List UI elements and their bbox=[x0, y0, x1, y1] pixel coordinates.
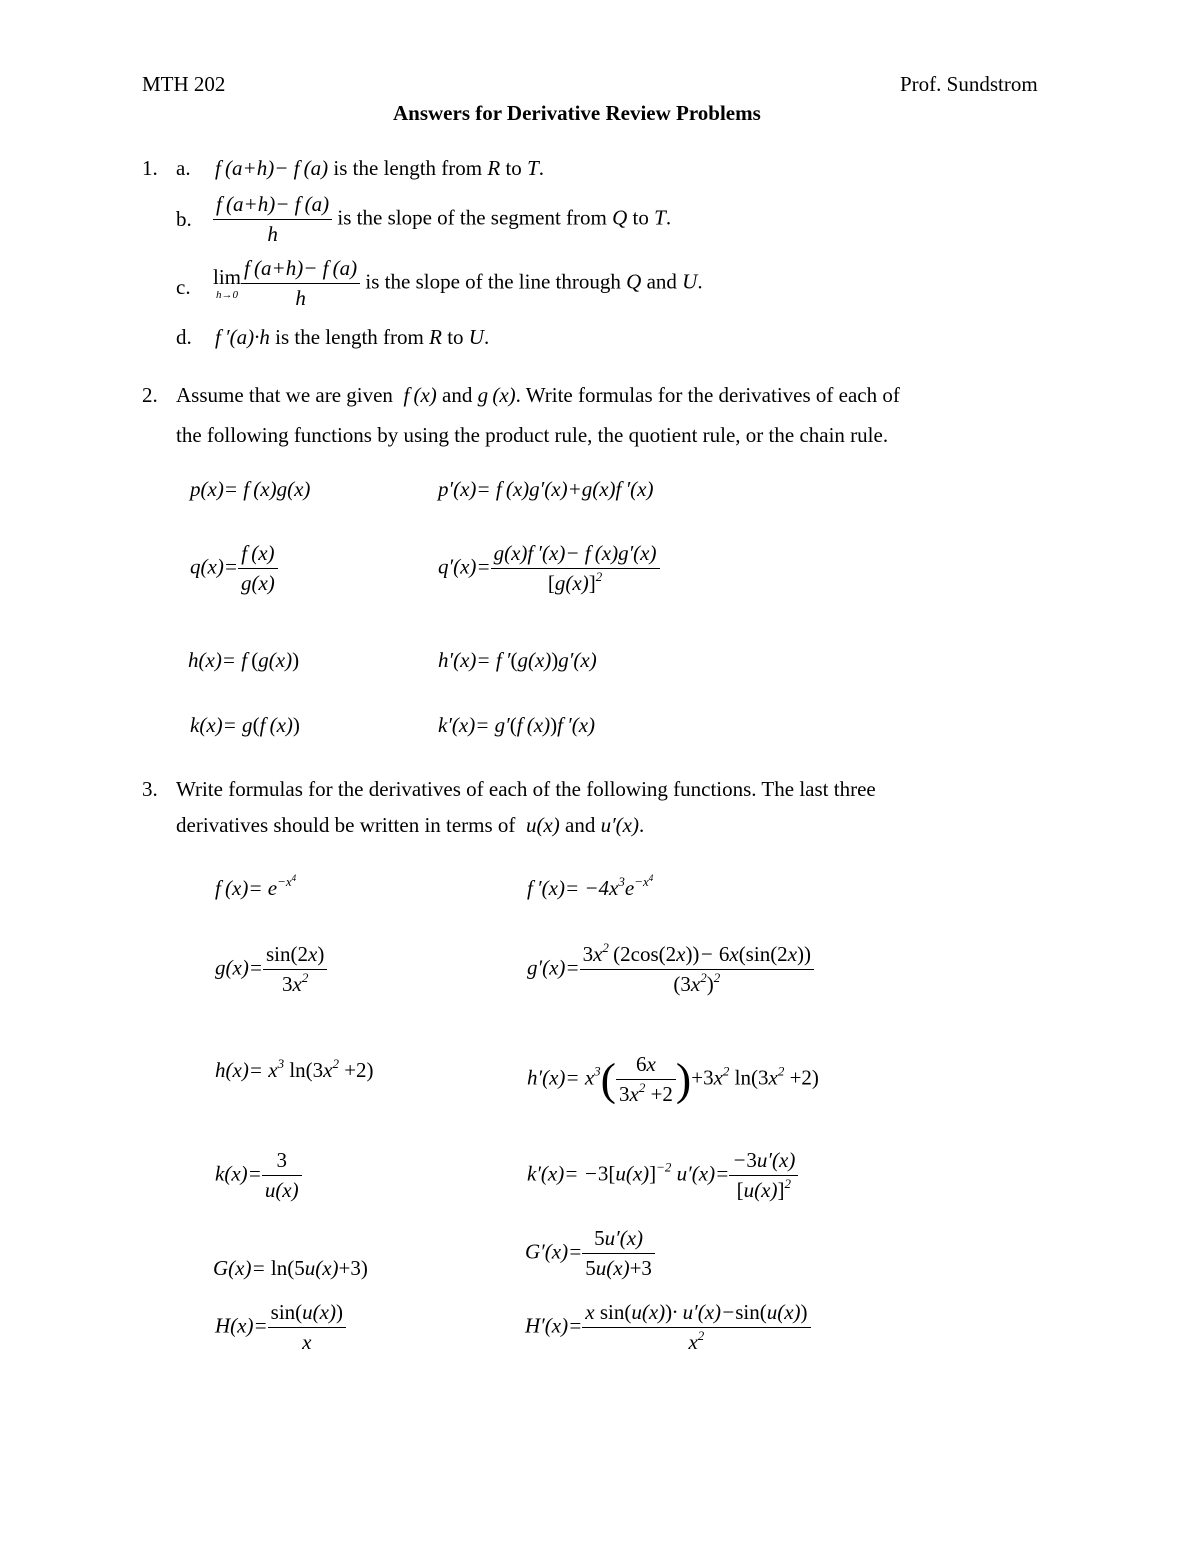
problem-1a-line: f (a+h)− f (a) is the length from R to T. bbox=[215, 156, 544, 180]
formula-p-prime: p′(x)= f (x)g′(x)+g(x)f ′(x) bbox=[438, 477, 654, 501]
instructor-name: Prof. Sundstrom bbox=[900, 72, 1038, 96]
formula-3-k: k(x)= $\frac{3}{u(x)}$ bbox=[215, 1148, 302, 1203]
problem-1a-label: a. bbox=[176, 156, 191, 180]
formula-q-prime: q′(x)= $\frac{g(x)f '(x)- f (x)g'(x)}{[g(x)]^2}$ bbox=[438, 541, 660, 596]
formula-q: q(x)= $\frac{f (x)}{g(x)}$ bbox=[190, 541, 278, 596]
problem-1d-line: f ′(a)·h is the length from R to U. bbox=[215, 325, 490, 349]
formula-3-h: $h(x)= x^3$ $\ln(3x^2 +2)$ bbox=[215, 1056, 374, 1082]
problem-1c-label: c. bbox=[176, 275, 191, 299]
problem-3-number: 3. bbox=[142, 777, 158, 801]
course-code: MTH 202 bbox=[142, 72, 226, 96]
formula-3-k-prime: $k'(x)= -3[u(x)]^{-2}$ u′(x)= $\frac{-3u'(x)}{[u(x)]^2}$ bbox=[527, 1148, 798, 1203]
problem-3-line-2: derivatives should be written in terms of u(x) and u′(x). bbox=[176, 813, 645, 837]
formula-3-g: g(x)= $\frac{\sin(2x)}{3x^2}$ bbox=[215, 942, 327, 997]
math-expression: lim h→0 $\frac{f (a+h)- f (a)}{h}$ bbox=[213, 269, 360, 293]
formula-3-H: H(x)= $\frac{\sin(u(x))}{x}$ bbox=[215, 1300, 346, 1355]
formula-k: k(x)= g(f (x)) bbox=[190, 713, 300, 737]
problem-1d-text: is the length from bbox=[275, 325, 424, 349]
problem-2-line-2: the following functions by using the product rule, the quotient rule, or the chain rule. bbox=[176, 423, 889, 447]
problem-1b-text: is the slope of the segment from bbox=[337, 205, 607, 230]
problem-1b-line: $\frac{f (a+h)- f (a)}{h}$ is the slope of the segment from Q to T. bbox=[213, 192, 671, 247]
formula-3-g-prime: g′(x)= $\frac{3x^2 (2\cos(2x))- 6x(\sin(2x))}{(3x^2)^2}$ bbox=[527, 942, 814, 997]
formula-3-G-prime: G′(x)= $\frac{5u'(x)}{5u(x)+3}$ bbox=[525, 1226, 655, 1281]
formula-3-H-prime: H′(x)= $\frac{\text{x sin(u(x))· u′(x)−sin(u(x))}}{x^2}$ bbox=[525, 1300, 811, 1355]
formula-h: h(x)= f (g(x)) bbox=[188, 648, 300, 672]
math-expression: u′(x) bbox=[600, 813, 639, 837]
formula-3-G: G(x)= ln(5u(x)+3) bbox=[213, 1256, 368, 1280]
math-expression: f (x) bbox=[398, 383, 437, 407]
problem-3-line-1: Write formulas for the derivatives of each of the following functions. The last three bbox=[176, 777, 876, 801]
formula-3-h-prime: $h'(x)= x^3$( $\frac{6x}{3x^2 +2}$ )$+3x^2$ $\ln(3x^2 +2)$ bbox=[527, 1052, 819, 1106]
problem-1c-text: is the slope of the line through bbox=[365, 269, 621, 294]
problem-1a-text: is the length from bbox=[333, 156, 483, 180]
formula-3-f: f $(x)= e^{-x^4}$ bbox=[215, 873, 297, 900]
math-expression: f ′(a)·h bbox=[215, 325, 270, 349]
formula-k-prime: k′(x)= g′(f (x))f ′(x) bbox=[438, 713, 596, 737]
math-expression: u(x) bbox=[520, 813, 560, 837]
math-expression: g (x) bbox=[477, 383, 516, 407]
problem-1d-label: d. bbox=[176, 325, 192, 349]
problem-2-line-1: Assume that we are given f (x) and g (x). Write formulas for the derivatives of each of bbox=[176, 383, 900, 407]
formula-3-f-prime: f $'(x)= -4x^3e^{-x^4}$ bbox=[527, 873, 654, 900]
page-title: Answers for Derivative Review Problems bbox=[393, 101, 761, 125]
formula-p: p(x)= f (x)g(x) bbox=[190, 477, 311, 501]
math-expression: $\frac{f (a+h)- f (a)}{h}$ bbox=[213, 192, 332, 247]
problem-2-number: 2. bbox=[142, 383, 158, 407]
problem-1-number: 1. bbox=[142, 156, 158, 180]
problem-1b-label: b. bbox=[176, 207, 192, 231]
problem-1c-line: lim h→0 $\frac{f (a+h)- f (a)}{h}$ is the slope of the line through Q and U. bbox=[213, 256, 703, 310]
formula-h-prime: h′(x)= f ′(g(x))g′(x) bbox=[438, 648, 597, 672]
math-expression: f (a+h)− f (a) bbox=[215, 156, 329, 180]
